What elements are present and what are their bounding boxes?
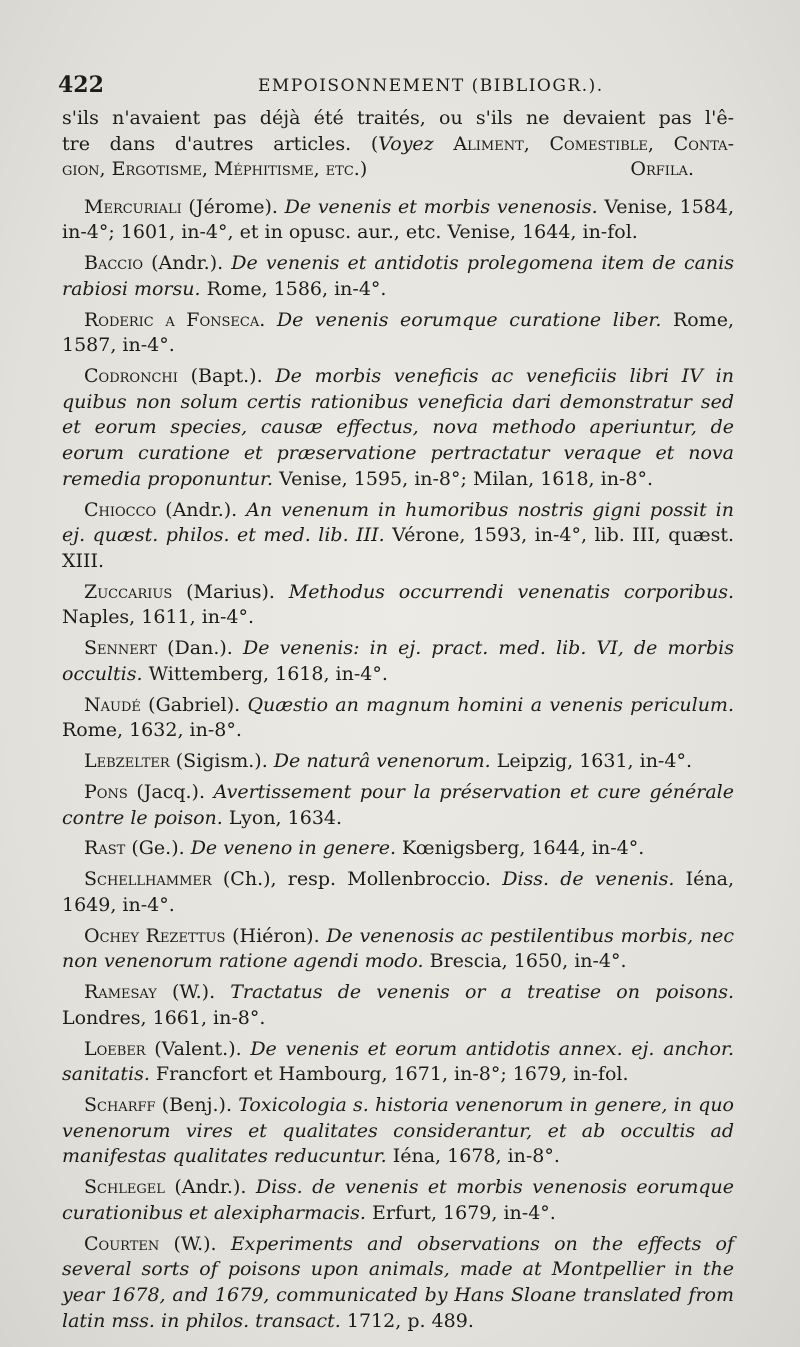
intro-text-2a: tre dans d'autres articles. ( bbox=[62, 132, 379, 155]
entry-publication: Londres, 1661, in-8°. bbox=[62, 1006, 266, 1029]
entry-publication: Naples, 1611, in-4°. bbox=[62, 606, 255, 629]
page-number: 422 bbox=[58, 72, 104, 98]
entry-name: (Andr.). bbox=[156, 498, 238, 521]
entry-author: Schlegel bbox=[84, 1176, 165, 1199]
entry-publication: Rome, 1587, in-4°. bbox=[62, 308, 734, 357]
bibliography-entry bbox=[62, 580, 734, 631]
entry-author: Schellhammer bbox=[84, 868, 212, 891]
intro-line-1 bbox=[62, 106, 734, 132]
intro-line-3 bbox=[62, 157, 734, 183]
entry-title: De veneno in genere. bbox=[184, 837, 396, 860]
entry-publication: Vérone, 1593, in-4°, lib. III, quæst. XIII. bbox=[62, 524, 734, 572]
author-signature: Orfila. bbox=[630, 158, 694, 181]
entry-title: Diss. de venenis. bbox=[490, 868, 675, 891]
bibliography-entry bbox=[62, 693, 734, 744]
entry-name: (Marius). bbox=[172, 580, 275, 603]
entry-publication: Leipzig, 1631, in-4°. bbox=[490, 750, 692, 773]
running-head: EMPOISONNEMENT (BIBLIOGR.). bbox=[258, 76, 604, 96]
entry-title: Tractatus de venenis or a treatise on poisons. bbox=[215, 981, 734, 1004]
entry-title: De venenosis ac pestilentibus morbis, nec non venenorum ratione agendi modo. bbox=[62, 924, 734, 973]
entry-name: (Andr.). bbox=[143, 252, 224, 275]
entry-name: (Valent.). bbox=[145, 1037, 242, 1060]
entry-publication: Venise, 1584, in-4°; 1601, in-4°, et in opusc. aur., etc. Venise, 1644, in-fol. bbox=[62, 195, 734, 244]
entry-publication: Iéna, 1678, in-8°. bbox=[386, 1145, 560, 1168]
entry-title: Methodus occurrendi venenatis corporibus. bbox=[274, 580, 734, 603]
bibliography-entry bbox=[62, 780, 734, 831]
entry-name: (Dan.). bbox=[156, 637, 233, 660]
entry-publication: 1712, p. 489. bbox=[340, 1309, 474, 1332]
entry-publication: Venise, 1595, in-8°; Milan, 1618, in-8°. bbox=[273, 467, 653, 490]
bibliography-entry bbox=[62, 364, 734, 492]
bibliography-list bbox=[62, 195, 734, 1334]
entry-name: (Jérome). bbox=[181, 195, 278, 218]
entry-author: Mercuriali bbox=[84, 195, 182, 218]
entry-title: De venenis: in ej. pract. med. lib. VI, de morbis occultis. bbox=[62, 637, 734, 685]
entry-publication: Francfort et Hambourg, 1671, in-8°; 1679, in-fol. bbox=[149, 1063, 629, 1086]
bibliography-entry bbox=[62, 195, 734, 246]
bibliography-entry bbox=[62, 836, 734, 862]
entry-title: Toxicologia s. historia venenorum in genere, in quo venenorum vires et qualitates considerantur, et ab occultis ad manifestas qualitates reducuntur. bbox=[62, 1094, 734, 1168]
entry-author: Ramesay bbox=[84, 981, 157, 1004]
entry-title: De naturâ venenorum. bbox=[267, 750, 491, 773]
page-body bbox=[62, 106, 734, 1339]
page-header bbox=[58, 72, 748, 102]
entry-name: (Benj.). bbox=[155, 1094, 232, 1117]
voyez-word: Voyez bbox=[378, 132, 434, 155]
bibliography-entry bbox=[62, 251, 734, 302]
entry-title: De morbis veneficis ac veneficiis libri IV in quibus non solum certis rationibus veneficia dari demonstratur sed et eorum species, causæ effectus, nova methodo aperiuntur, de eorum curatione et præservatione pertractatur veraque et nova remedia proponuntur. bbox=[62, 365, 734, 490]
intro-line-2 bbox=[62, 132, 734, 158]
entry-author: Scharff bbox=[84, 1094, 156, 1117]
bibliography-entry bbox=[62, 980, 734, 1031]
intro-text-2b: Aliment, Comestible, Conta- bbox=[433, 132, 734, 155]
entry-author: Loeber bbox=[84, 1037, 146, 1060]
entry-author: Naudé bbox=[84, 693, 141, 716]
bibliography-entry bbox=[62, 1175, 734, 1226]
bibliography-entry bbox=[62, 749, 734, 775]
entry-publication: Wittemberg, 1618, in-4°. bbox=[142, 662, 388, 685]
entry-title: Avertissement pour la préservation et cure générale contre le poison. bbox=[62, 780, 734, 829]
entry-author: Ochey Rezettus bbox=[84, 924, 226, 947]
entry-title: De venenis eorumque curatione liber. bbox=[265, 308, 662, 331]
entry-publication: Rome, 1632, in-8°. bbox=[62, 719, 242, 742]
entry-name: (Andr.). bbox=[164, 1176, 247, 1199]
entry-author: Roderic a Fonseca. bbox=[84, 308, 266, 331]
entry-publication: Lyon, 1634. bbox=[222, 806, 343, 829]
entry-name: (Gabriel). bbox=[140, 693, 241, 716]
intro-text-1: s'ils n'avaient pas déjà été traités, ou s'ils ne devaient pas l'ê- bbox=[62, 107, 734, 129]
entry-name: (Ge.). bbox=[125, 837, 185, 860]
bibliography-entry bbox=[62, 308, 734, 359]
entry-author: Chiocco bbox=[84, 498, 157, 521]
entry-title: Experiments and observations on the effects of several sorts of poisons upon animals, made at Montpellier in the year 1678, and 1679, communicated by Hans Sloane translated from latin mss. in philos. transact. bbox=[62, 1232, 735, 1332]
entry-name: (Ch.), resp. Mollenbroccio. bbox=[211, 868, 491, 891]
entry-author: Rast bbox=[84, 837, 126, 860]
entry-author: Sennert bbox=[84, 637, 157, 660]
entry-name: (Sigism.). bbox=[169, 750, 268, 773]
entry-name: (Bapt.). bbox=[177, 365, 263, 388]
entry-name: (W.). bbox=[156, 981, 216, 1004]
entry-title: De venenis et morbis venenosis. bbox=[277, 195, 598, 218]
bibliography-entry bbox=[62, 867, 734, 918]
entry-title: Diss. de venenis et morbis venenosis eorumque curationibus et alexipharmacis. bbox=[62, 1176, 735, 1224]
entry-name: (Hiéron). bbox=[225, 924, 320, 947]
entry-author: Baccio bbox=[84, 252, 144, 275]
bibliography-entry bbox=[62, 1093, 734, 1170]
entry-author: Zuccarius bbox=[84, 580, 173, 603]
entry-title: De venenis et eorum antidotis annex. ej. anchor. sanitatis. bbox=[62, 1037, 734, 1086]
entry-publication: Iéna, 1649, in-4°. bbox=[62, 868, 734, 916]
entry-author: Lebzelter bbox=[84, 750, 170, 773]
entry-title: De venenis et antidotis prolegomena item de canis rabiosi morsu. bbox=[62, 252, 734, 300]
intro-text-3: gion, Ergotisme, Méphitisme, etc.) bbox=[62, 158, 368, 181]
entry-publication: Brescia, 1650, in-4°. bbox=[423, 950, 627, 973]
bibliography-entry bbox=[62, 498, 734, 575]
bibliography-entry bbox=[62, 1232, 734, 1334]
entry-publication: Erfurt, 1679, in-4°. bbox=[365, 1201, 556, 1224]
bibliography-entry bbox=[62, 1037, 734, 1088]
entry-author: Codronchi bbox=[84, 365, 178, 388]
entry-title: Quæstio an magnum homini a venenis periculum. bbox=[240, 693, 734, 716]
bibliography-entry bbox=[62, 636, 734, 687]
entry-title: An venenum in humoribus nostris gigni possit in ej. quæst. philos. et med. lib. III. bbox=[62, 498, 734, 547]
entry-publication: Kœnigsberg, 1644, in-4°. bbox=[396, 837, 645, 860]
bibliography-entry bbox=[62, 924, 734, 975]
entry-name: (W.). bbox=[159, 1232, 217, 1255]
entry-author: Pons bbox=[84, 780, 128, 803]
entry-name: (Jacq.). bbox=[127, 780, 206, 803]
entry-publication: Rome, 1586, in-4°. bbox=[200, 277, 387, 300]
entry-author: Courten bbox=[84, 1232, 160, 1255]
